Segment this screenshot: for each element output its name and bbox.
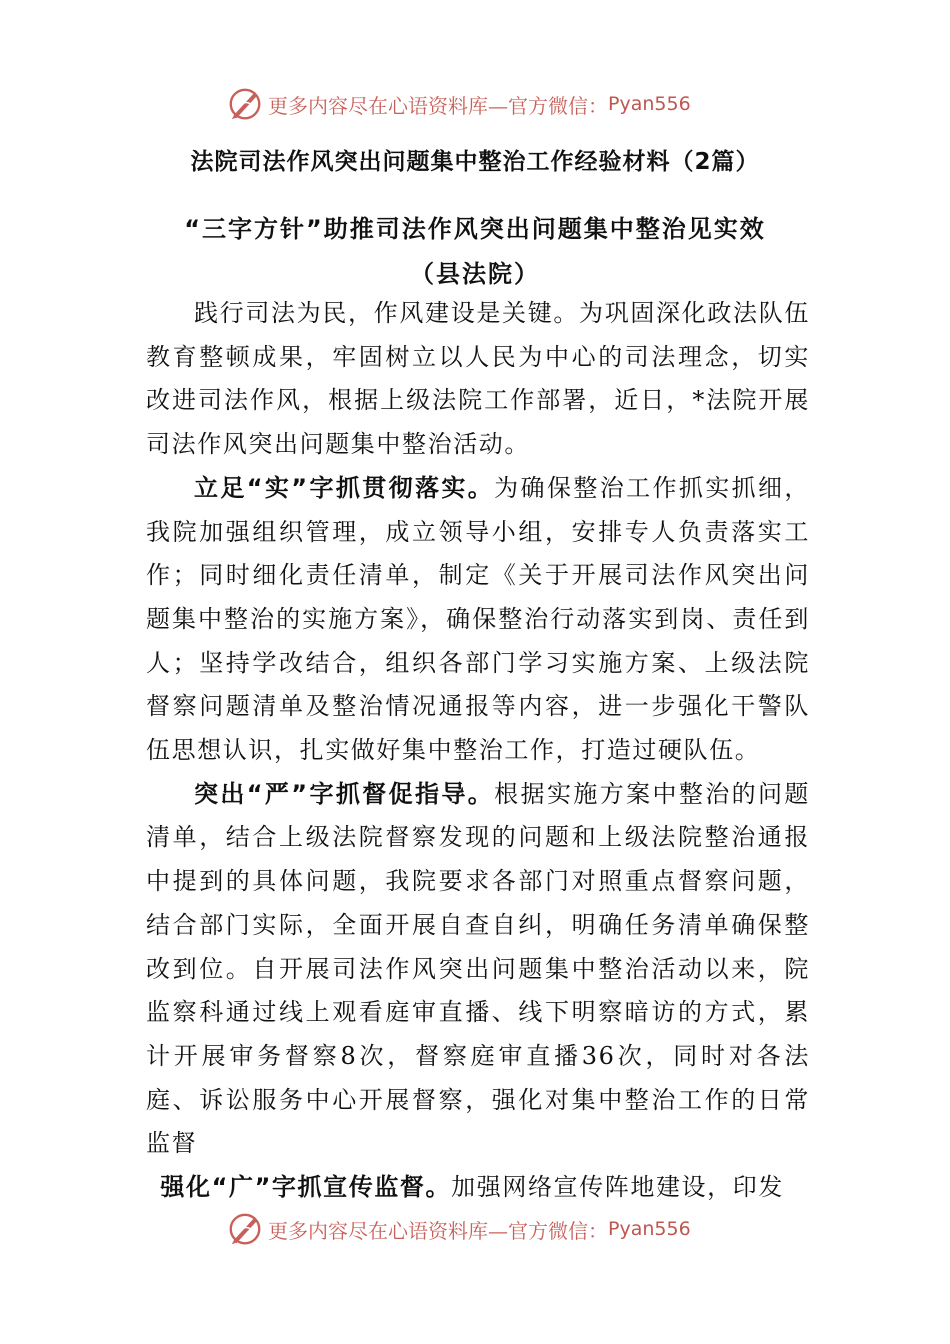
article-title: “三字方针”助推司法作风突出问题集中整治见实效 — [184, 215, 766, 243]
article-organization: （县法院） — [410, 260, 540, 288]
watermark-text: 更多内容尽在心语资料库—官方微信： — [268, 1218, 608, 1243]
paragraph-text: 为确保整治工作抓实抓细，我院加强组织管理，成立领导小组，安排专人负责落实工作；同时细化责任清单，制定《关于开展司法作风突出问题集中整治的实施方案》，确保整治行动落实到岗、责任到人；坚持学改结合，组织各部门学习实施方案、上级法院督察问题清单及整治情况通报等内容，进一步强化干警队伍思想认识，扎实做好集中整治工作，打造过硬队伍。 — [146, 473, 811, 765]
pen-logo-icon — [226, 85, 264, 123]
paragraph-yan — [146, 773, 810, 1166]
pen-logo-icon — [226, 1210, 264, 1248]
watermark-wechat-id: Pyan556 — [608, 1218, 691, 1240]
paragraph-shi — [146, 467, 810, 773]
watermark-header — [226, 84, 691, 124]
paragraph-intro — [146, 292, 810, 467]
paragraph-text: 践行司法为民，作风建设是关键。为巩固深化政法队伍教育整顿成果，牢固树立以人民为中心的司法理念，切实改进司法作风，根据上级法院工作部署，近日，*法院开展司法作风突出问题集中整治活动。 — [146, 299, 810, 459]
paragraph-text: 加强网络宣传阵地建设，印发 — [451, 1173, 784, 1202]
watermark-footer — [226, 1209, 691, 1249]
watermark-text: 更多内容尽在心语资料库—官方微信： — [268, 93, 608, 118]
paragraph-text: 根据实施方案中整治的问题清单，结合上级法院督察发现的问题和上级法院整治通报中提到的具体问题，我院要求各部门对照重点督察问题，结合部门实际，全面开展自查自纠，明确任务清单确保整改到位。自开展司法作风突出问题集中整治活动以来，院监察科通过线上观看庭审直播、线下明察暗访的方式，累计开展审务督察8次，督察庭审直播36次，同时对各法庭、诉讼服务中心开展督察，强化对集中整治工作的日常监督 — [146, 779, 811, 1158]
paragraph-lead: 强化“广”字抓宣传监督。 — [160, 1173, 452, 1202]
paragraph-lead: 突出“严”字抓督促指导。 — [194, 779, 495, 808]
paragraph-lead: 立足“实”字抓贯彻落实。 — [194, 473, 495, 502]
watermark-wechat-id: Pyan556 — [608, 93, 691, 115]
paragraph-guang — [146, 1166, 810, 1210]
document-title: 法院司法作风突出问题集中整治工作经验材料（2篇） — [190, 149, 760, 175]
article-body — [146, 292, 810, 1210]
